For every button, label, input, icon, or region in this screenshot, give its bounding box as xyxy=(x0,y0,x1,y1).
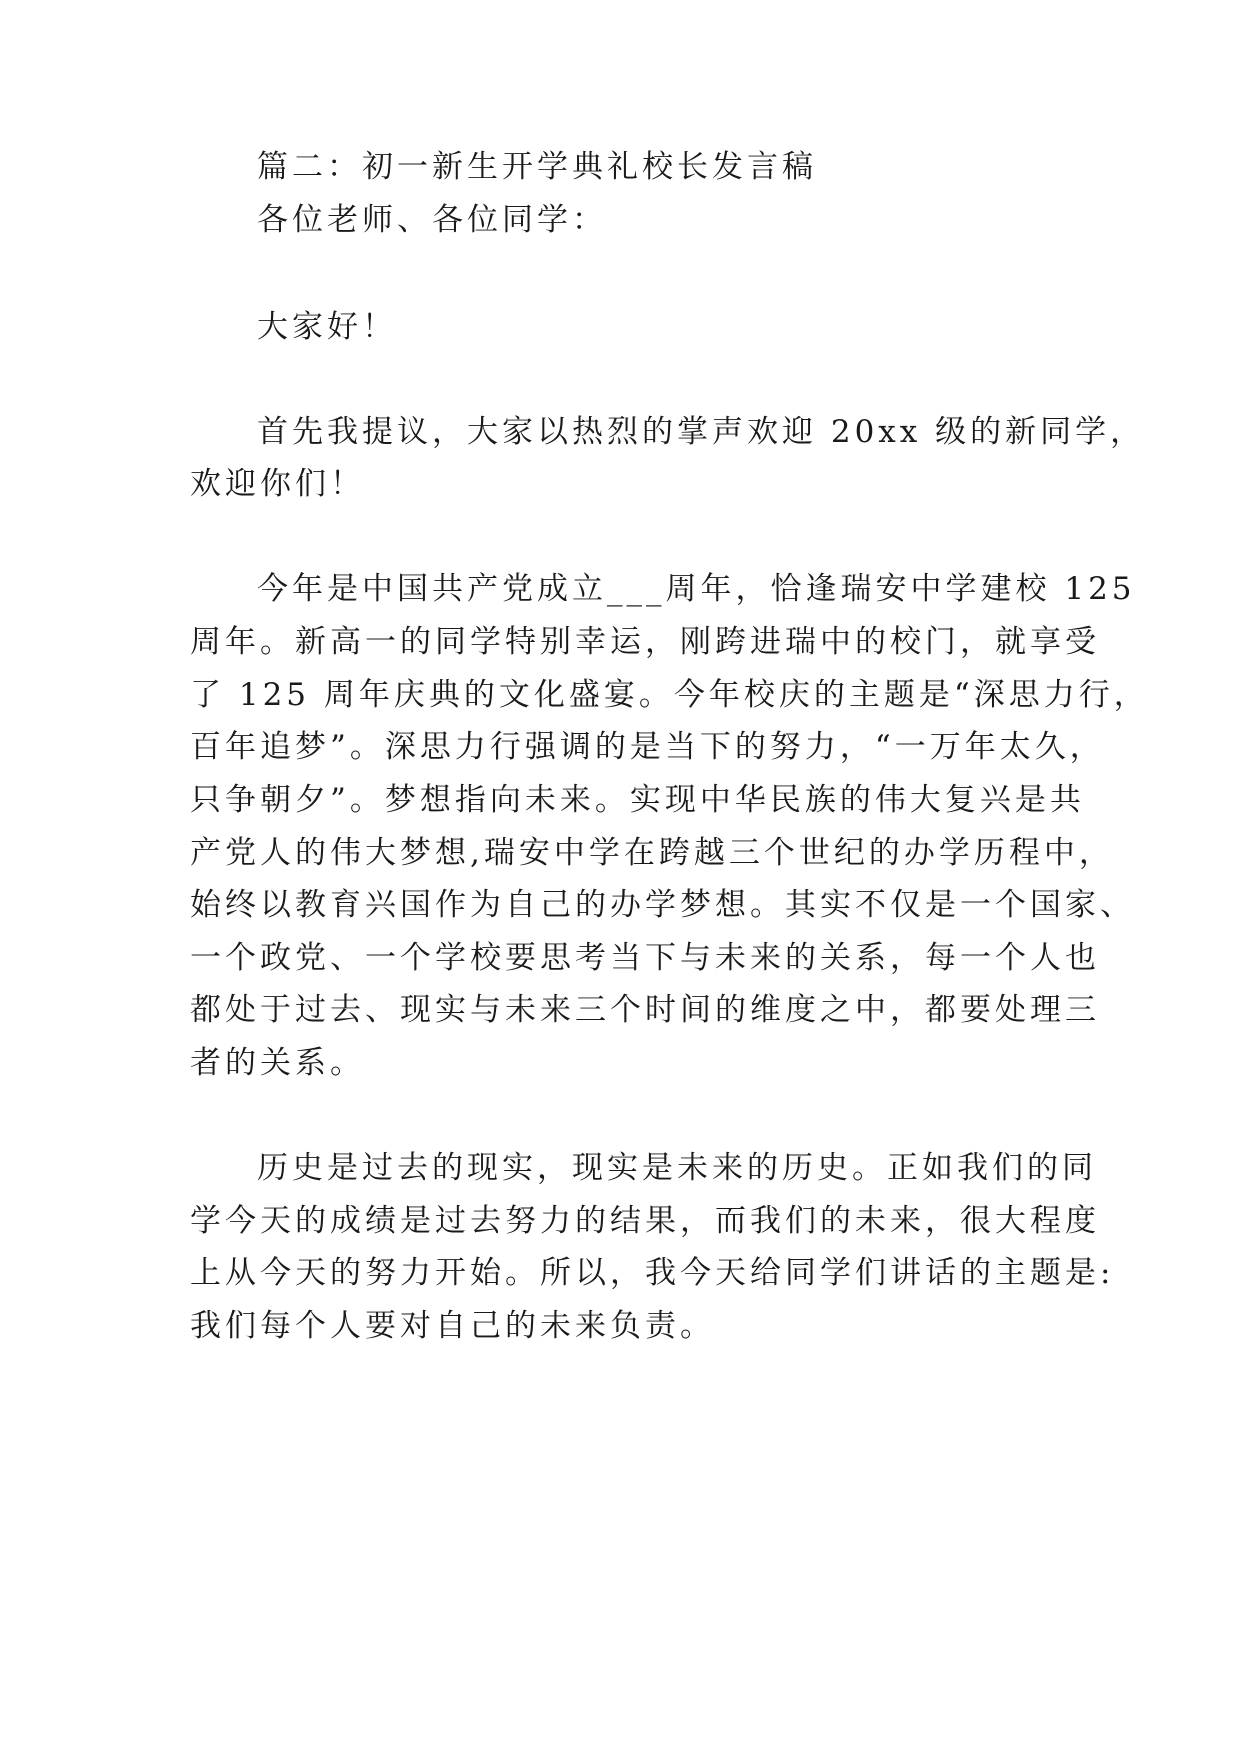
greeting: 大家好！ xyxy=(257,309,397,345)
paragraph-1-line-1: 首先我提议，大家以热烈的掌声欢迎 20xx 级的新同学， xyxy=(257,414,1146,450)
paragraph-2-line-2: 周年。新高一的同学特别幸运，刚跨进瑞中的校门，就享受 xyxy=(190,624,1100,660)
document-title: 篇二：初一新生开学典礼校长发言稿 xyxy=(257,149,817,185)
paragraph-3-line-4: 我们每个人要对自己的未来负责。 xyxy=(190,1308,715,1344)
paragraph-3-line-2: 学今天的成绩是过去努力的结果，而我们的未来，很大程度 xyxy=(190,1203,1100,1239)
paragraph-2-line-8: 一个政党、一个学校要思考当下与未来的关系，每一个人也 xyxy=(190,940,1100,976)
paragraph-1-line-2: 欢迎你们！ xyxy=(190,466,365,502)
paragraph-2-line-6: 产党人的伟大梦想,瑞安中学在跨越三个世纪的办学历程中， xyxy=(190,835,1114,871)
paragraph-2-line-9: 都处于过去、现实与未来三个时间的维度之中，都要处理三 xyxy=(190,992,1100,1028)
paragraph-2-line-5: 只争朝夕”。梦想指向未来。实现中华民族的伟大复兴是共 xyxy=(190,782,1085,818)
paragraph-2-line-1: 今年是中国共产党成立___周年，恰逢瑞安中学建校 125 xyxy=(257,571,1136,607)
paragraph-2-line-10: 者的关系。 xyxy=(190,1045,365,1081)
salutation: 各位老师、各位同学： xyxy=(257,202,607,238)
paragraph-2-line-3: 了 125 周年庆典的文化盛宴。今年校庆的主题是“深思力行， xyxy=(190,677,1149,713)
paragraph-3-line-1: 历史是过去的现实，现实是未来的历史。正如我们的同 xyxy=(257,1150,1097,1186)
paragraph-3-line-3: 上从今天的努力开始。所以，我今天给同学们讲话的主题是: xyxy=(190,1255,1115,1291)
paragraph-2-line-7: 始终以教育兴国作为自己的办学梦想。其实不仅是一个国家、 xyxy=(190,887,1135,923)
paragraph-2-line-4: 百年追梦”。深思力行强调的是当下的努力，“一万年太久， xyxy=(190,729,1105,765)
